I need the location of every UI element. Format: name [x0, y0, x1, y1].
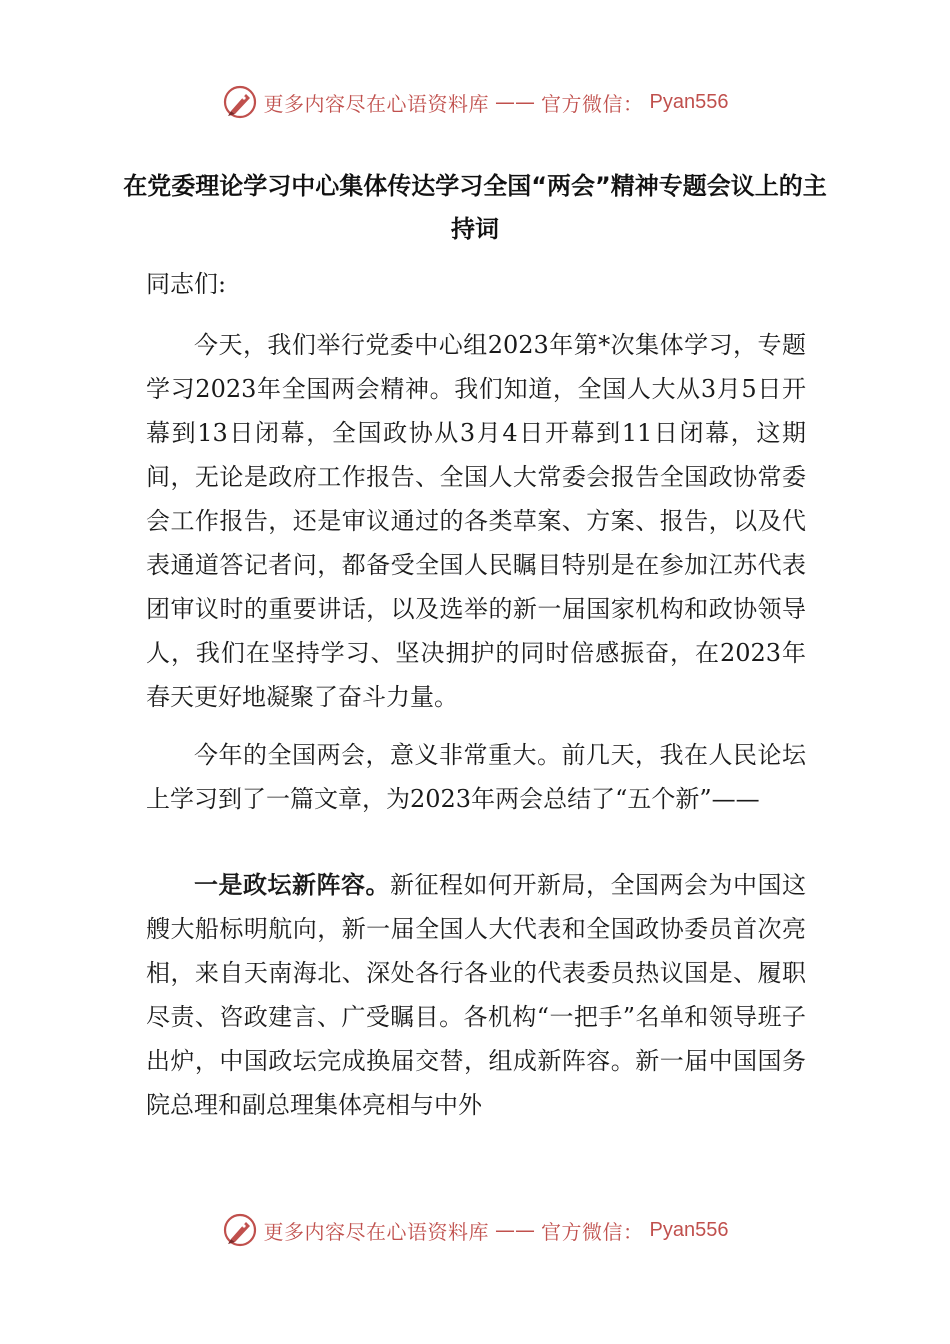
watermark-contact-label: 官方微信：	[541, 91, 644, 116]
watermark-wechat-id: Pyan556	[649, 90, 729, 113]
document-body	[146, 262, 806, 1141]
watermark-dash: ——	[495, 1218, 536, 1242]
paragraph-five-new: 今年的全国两会，意义非常重大。前几天，我在人民论坛上学习到了一篇文章，为2023年两会总结了“五个新”——	[146, 741, 806, 813]
watermark-contact-label: 官方微信：	[541, 1219, 644, 1244]
paragraph-section-1	[146, 863, 806, 1127]
document-title: 在党委理论学习中心集体传达学习全国“两会”精神专题会议上的主持词	[123, 172, 827, 243]
watermark-wechat-id: Pyan556	[649, 1218, 729, 1241]
footer-watermark-banner	[0, 1210, 950, 1250]
watermark-text: 更多内容尽在心语资料库	[263, 91, 490, 116]
salutation: 同志们:	[146, 270, 227, 298]
fountain-pen-in-circle-icon	[222, 84, 258, 120]
fountain-pen-in-circle-icon	[222, 1212, 258, 1248]
paragraph-intro: 今天，我们举行党委中心组2023年第*次集体学习，专题学习2023年全国两会精神。我们知道，全国人大从3月5日开幕到13日闭幕，全国政协从3月4日开幕到11日闭幕，这期间，无论是政府工作报告、全国人大常委会报告全国政协常委会工作报告，还是审议通过的各类草案、方案、报告，以及代表通道答记者问，都备受全国人民瞩目特别是在参加江苏代表团审议时的重要讲话，以及选举的新一届国家机构和政协领导人，我们在坚持学习、坚决拥护的同时倍感振奋，在2023年春天更好地凝聚了奋斗力量。	[146, 331, 806, 711]
watermark-dash: ——	[495, 90, 536, 114]
section-1-heading: 一是政坛新阵容。	[194, 871, 390, 899]
section-1-body: 新征程如何开新局，全国两会为中国这艘大船标明航向，新一届全国人大代表和全国政协委员首次亮相，来自天南海北、深处各行各业的代表委员热议国是、履职尽责、咨政建言、广受瞩目。各机构“一把手”名单和领导班子出炉，中国政坛完成换届交替，组成新阵容。新一届中国国务院总理和副总理集体亮相与中外	[146, 871, 806, 1119]
header-watermark-banner	[0, 82, 950, 122]
watermark-text: 更多内容尽在心语资料库	[263, 1219, 490, 1244]
